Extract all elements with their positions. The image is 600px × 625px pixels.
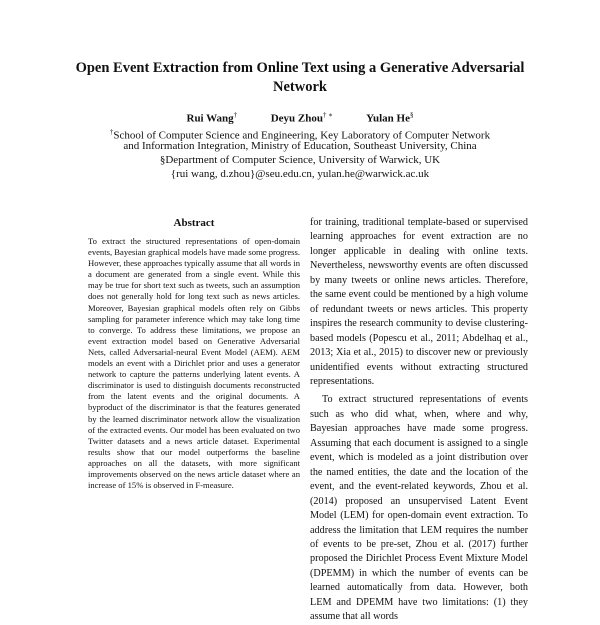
affiliation-text: Department of Computer Science, University of Warwick, UK [165,154,441,166]
author-mark: † ∗ [322,111,333,119]
body-paragraph: for training, traditional template-based or supervised learning approaches for event extraction are no longer applicable in dealing with online texts. Nevertheless, newsworthy events are often discussed by many tweets or online news articles. Therefore, the same event could be mentioned by a high volume of redundant tweets or news articles. This property inspires the research community to devise clustering-based models (Popescu et al., 2011; Abdelhaq et al., 2013; Xia et al., 2015) to discover new or previously unidentified events without extracting structured representations. [310,217,528,387]
abstract-text: To extract the structured representations of open-domain events, Bayesian graphical models have made some progress. However, these approaches typically assume that all words in a document are generated from a single event. While this may be true for short text such as tweets, such an assumption does not generally hold for long text such as news articles. Moreover, Bayesian graphical models often rely on Gibbs sampling for parameter inference which may take long time to converge. To address these limitations, we propose an event extraction model based on Generative Adversarial Nets, called Adversarial-neural Event Model (AEM). AEM models an event with a Dirichlet prior and uses a generator network to capture the patterns underlying latent events. A discriminator is used to distinguish documents reconstructed from the latent events and the original documents. A byproduct of the discriminator is that the features generated by the learned discriminator network allow the visualization of the extracted events. Our model has been evaluated on two Twitter datasets and a news article dataset. Experimental results show that our model outperforms the baseline approaches on all the datasets, with more significant improvements observed on the news article dataset where an increase of 15% is observed in F-measure. [88,236,300,491]
affiliation-mark: † [109,128,114,136]
paper-title: Open Event Extraction from Online Text using a Generative Adversarial Network [75,60,525,95]
author-list [0,108,600,126]
author-mark: † [233,111,238,119]
body-column-right [310,216,528,625]
author-name: Deyu Zhou [270,112,323,125]
author-name: Rui Wang [186,112,234,125]
body-paragraph: To extract structured representations of events such as who did what, when, where and why, Bayesian approaches have made some progress. Assuming that each document is assigned to a single event, which is modeled as a joint distribution over the named entities, the date and the location of the event, and the event-related keywords, Zhou et al. (2014) proposed an unsupervised Latent Event Model (LEM) for open-domain event extraction. To address the limitation that LEM requires the number of events to be pre-set, Zhou et al. (2017) further proposed the Dirichlet Process Event Mixture Model (DPEMM) in which the number of events can be learned automatically from data. However, both LEM and DPEMM have two limitations: (1) they assume that all words [310,394,528,623]
author-emails: {rui wang, d.zhou}@seu.edu.cn, yulan.he@warwick.ac.uk [170,168,430,180]
author-mark: § [410,111,414,119]
affiliation-line [40,153,560,167]
affiliation-text: School of Computer Science and Engineering, Key Laboratory of Computer Network [113,129,491,142]
affiliation-line: and Information Integration, Ministry of Education, Southeast University, China [123,140,477,152]
affiliation-mark: § [159,154,166,166]
abstract-heading: Abstract [173,217,215,229]
author-name: Yulan He [366,112,410,125]
